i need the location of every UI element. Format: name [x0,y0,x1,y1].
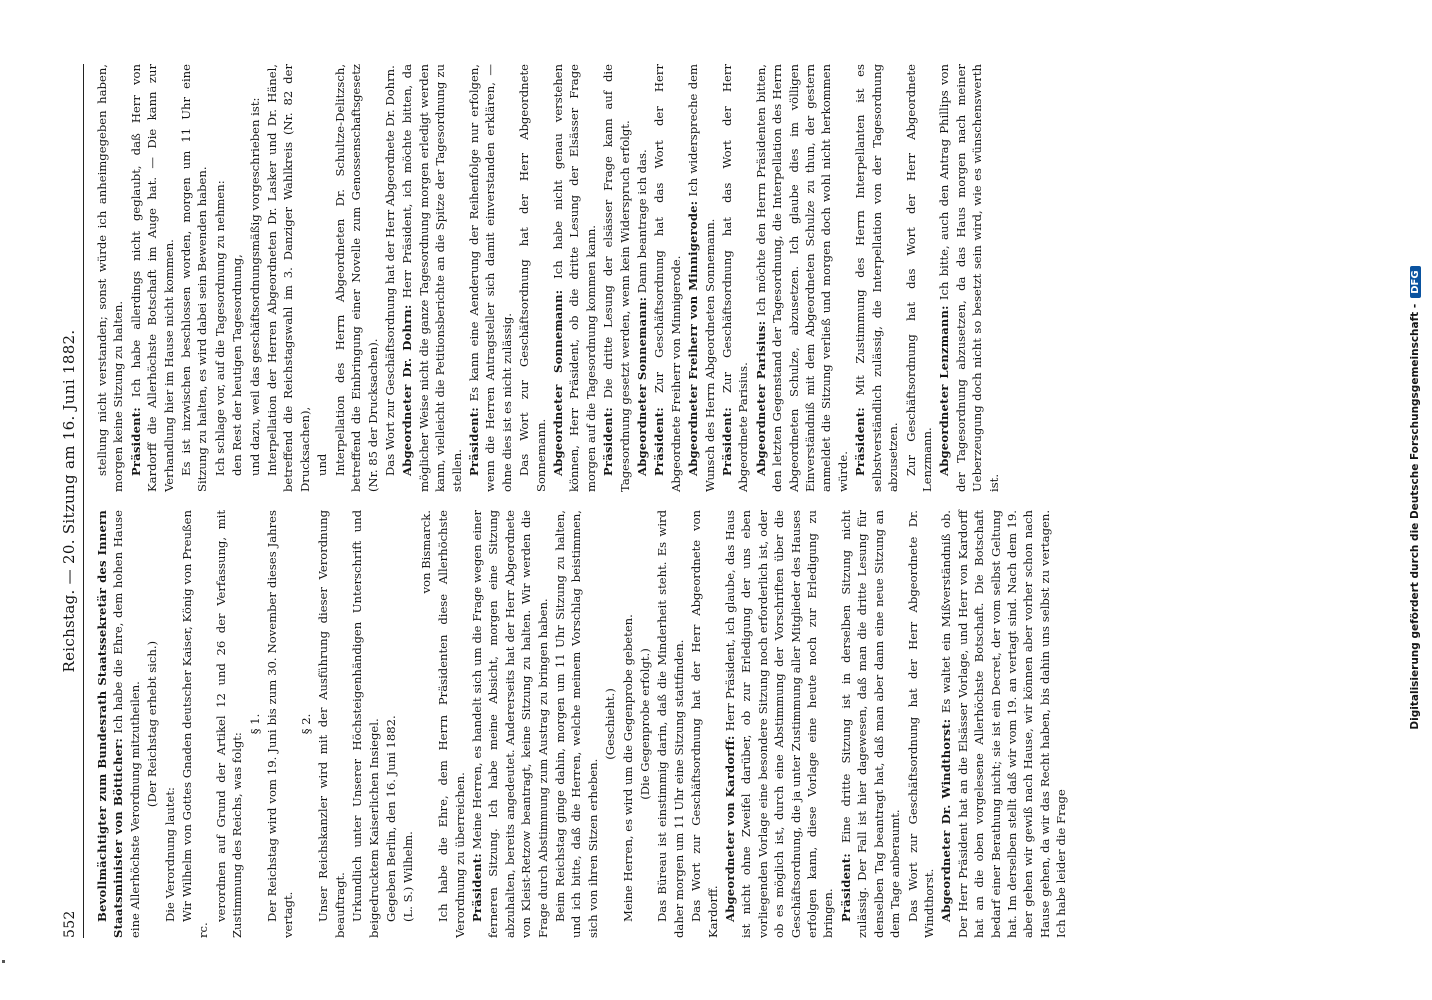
paragraph: Abgeordneter Lenzmann: Ich bitte, auch den Antrag Phillips von der Tagesordnung abzusetzen, da das Haus morgen nach meiner Ueberzeugung doch nicht so besetzt sein wird, wie es wünschenswerth ist. [937,64,1001,492]
paragraph: Präsident: Zur Geschäftsordnung hat das Wort der Herr Abgeordnete Parisius. [720,64,751,492]
paragraph: (Die Gegenprobe erfolgt.) [638,648,652,800]
paragraph: Gegeben Berlin, den 16. Juni 1882. [383,715,398,922]
paragraph: und [315,453,330,476]
paragraph: Bevollmächtigter zum Bundesrath Staatssekretär des Innern Staatsminister von Bötticher: Ich habe die Ehre, dem hohen Hause eine Allerhöchste Verordnung mitzutheilen. [95,510,142,938]
paragraph: Präsident: Zur Geschäftsordnung hat das Wort der Herr Abgeordnete Freiherr von Minnigerode. [652,64,683,492]
paragraph: den Rest der heutigen Tagesordnung, [230,254,245,476]
paragraph: Interpellation des Herrn Abgeordneten Dr. Schultze-Delitzsch, betreffend die Einbringung einer Novelle zum Genossenschaftsgesetz (Nr. 85 der Drucksachen). [332,64,380,492]
paragraph: und dazu, weil das geschäftsordnungsmäßig vorgeschrieben ist: [247,97,262,476]
paragraph: Präsident: Es kann eine Aenderung der Reihenfolge nur erfolgen, wenn die Herren Antragsteller sich damit einverstanden erklären, — ohne dies ist es nicht zulässig. [466,64,514,492]
paragraph: Wir Wilhelm von Gottes Gnaden deutscher Kaiser, König von Preußen rc. [180,510,211,938]
paragraph: Abgeordneter Parisius: Ich möchte den Herrn Präsidenten bitten, den letzten Gegenstand der Tagesordnung, die Interpellation des Herrn Abgeordneten Schulze, abzusetzen. Ich glaube dies im völligen Einverständniß mit dem Abgeordneten Schulze zu thun, der gestern anmeldet die Sitzung verließ und morgen doch wohl nicht herkommen würde. [753,64,850,492]
paragraph: Abgeordneter Freiherr von Minnigerode: Ich widerspreche dem Wunsch des Herrn Abgeordneten Sonnemann. [686,64,717,492]
digitization-credit: Digitalisierung gefördert durch die Deutsche Forschungsgemeinschaft - [1409,303,1421,730]
paragraph: (Der Reichstag erhebt sich.) [145,640,160,808]
paragraph: Es ist inzwischen beschlossen worden, morgen um 11 Uhr eine Sitzung zu halten, es wird dabei sein Bewenden haben. [179,64,210,492]
paragraph: Abgeordneter Dr. Dohrn: Herr Präsident, ich möchte bitten, da möglicher Weise nicht die ganze Tagesordnung morgen erledigt werden kann, vielleicht die Petitionsberichte an die Spitze der Tagesordnung zu stellen. [400,64,464,492]
paragraph: Präsident: Ich habe allerdings nicht geglaubt, daß Herr von Kardorff die Allerhöchste Botschaft im Auge hat. — Die kann zur Verhandlung hier im Hause nicht kommen. [128,64,176,492]
paragraph: § 1. [247,713,262,735]
paragraph: Das Büreau ist einstimmig darin, daß die Minderheit steht. Es wird daher morgen um 11 Uhr eine Sitzung stattfinden. [655,510,686,938]
paragraph: Das Wort zur Geschäftsordnung hat der Herr Abgeordnete Dr. Windthorst. [905,510,936,938]
scan-mark [2,960,5,963]
page-number: 552 [62,910,78,938]
paragraph: Urkundlich unter Unserer Höchsteigenhändigen Unterschrift und beigedrucktem Kaiserlichen Insiegel. [350,510,381,938]
running-title: Reichstag. — 20. Sitzung am 16. Juni 1882. [60,329,78,673]
paragraph: Das Wort zur Geschäftsordnung hat der Herr Abgeordnete Sonnemann. [517,64,548,492]
paragraph: Präsident: Meine Herren, es handelt sich um die Frage wegen einer ferneren Sitzung. Ich habe meine Absicht, morgen eine Sitzung abzuhalten, bereits angedeutet. Andererseits hat der Herr Abgeordnete von Kleist-Retzow beantragt, keine Sitzung zu halten. Wir werden die Frage durch Abstimmung zum Austrag zu bringen haben. [469,510,550,938]
paragraph: Zur Geschäftsordnung hat das Wort der Herr Abgeordnete Lenzmann. [903,64,934,492]
paragraph: § 2. [298,713,313,735]
paragraph: Präsident: Mit Zustimmung des Herrn Interpellanten ist es selbstverständlich zulässig, die Interpellation von der Tagesordnung abzusetzen. [853,64,901,492]
running-head [60,64,84,938]
paragraph: verordnen auf Grund der Artikel 12 und 26 der Verfassung, mit Zustimmung des Reichs, was folgt: [213,510,245,938]
paragraph: stellung nicht verstanden; sonst würde ich anheimgegeben haben, morgen keine Sitzung zu halten. [95,64,126,492]
paragraph: Abgeordneter Sonnemann: Dann beantrage ich das. [635,149,649,476]
dfg-logo: DFG [1410,266,1421,297]
paragraph: Ich habe die Ehre, dem Herrn Präsidenten diese Allerhöchste Verordnung zu überreichen. [436,510,467,938]
paragraph: Abgeordneter von Kardorff: Herr Präsident, ich glaube, das Haus ist nicht ohne Zweifel darüber, ob zur Erledigung der uns eben vorliegenden Vorlage eine besondere Sitzung noch erforderlich ist, oder ob es möglich ist, durch eine Abstimmung der Vorschriften über die Geschäftsordnung, die ja unter Zustimmung aller Mitglieder des Hauses erfolgen kann, diese Vorlage eine heute noch zur Erledigung zu bringen. [723,509,836,938]
paragraph: Meine Herren, es wird um die Gegenprobe gebeten. [620,614,635,922]
paragraph: (L. S.) Wilhelm. [401,831,416,922]
paragraph: Das Wort zur Geschäftsordnung hat der Herr Abgeordnete von Kardorff. [689,510,720,938]
paragraph: Präsident: Eine dritte Sitzung ist in derselben Sitzung nicht zulässig. Der Fall ist hier dagewesen, daß man die dritte Lesung für denselben Tag beantragt hat, daß man aber dann eine neue Sitzung an dem Tage anberaumt. [838,510,903,938]
paragraph: Die Verordnung lautet: [162,787,177,922]
paragraph: Interpellation der Herren Abgeordneten Dr. Lasker und Dr. Hänel, betreffend die Reichstagswahl im 3. Danziger Wahlkreis (Nr. 82 der Drucksachen), [265,64,312,492]
paragraph: Präsident: Die dritte Lesung der elsässer Frage kann auf die Tagesordnung gesetzt werden, wenn kein Widerspruch erfolgt. [601,64,632,492]
paragraph: Abgeordneter Sonnemann: Ich habe nicht genau verstehen können, Herr Präsident, ob die dritte Lesung der Elsässer Frage morgen auf die Tagesordnung kommen kann. [550,64,598,492]
paragraph: Ich schlage vor, auf die Tagesordnung zu nehmen: [212,180,227,476]
paragraph: Beim Reichstag ginge dahin, morgen um 11 Uhr Sitzung zu halten, und ich bitte, daß die Herren, welche meinem Vorschlag beistimmen, sich von ihren Sitzen erheben. [552,510,600,938]
paragraph: Unser Reichskanzler wird mit der Ausführung dieser Verordnung beauftragt. [316,510,347,938]
right-column [94,64,1071,492]
left-column [94,510,1071,938]
paragraph: Das Wort zur Geschäftsordnung hat der Herr Abgeordnete Dr. Dohrn. [382,65,397,476]
document-page [46,44,1386,956]
paragraph: von Bismarck. [418,510,433,594]
digitization-sidebar [1400,0,1430,1000]
paragraph: (Geschieht.) [603,688,618,760]
paragraph: Der Reichstag wird vom 19. Juni bis zum 30. November dieses Jahres vertagt. [265,510,296,938]
paragraph: Abgeordneter Dr. Windthorst: Es waltet ein Mißverständniß ob. Der Herr Präsident hat an die Elsässer Vorlage, und Herr von Kardorff hat an die oben vorgelesene Allerhöchste Botschaft. Die Botschaft bedarf einer Berathung nicht; sie ist ein Decret, der vom selbst Geltung hat. Im derselben stellt daß wir vom 19. an vertagt sind. Nach dem 19. aber gehen wir gewiß nach Hause, wir können aber vorher schon nach Hause gehen, da wir das Recht haben, bis dahin uns selbst zu vertagen. Ich habe leider die Frage [939,510,1069,938]
